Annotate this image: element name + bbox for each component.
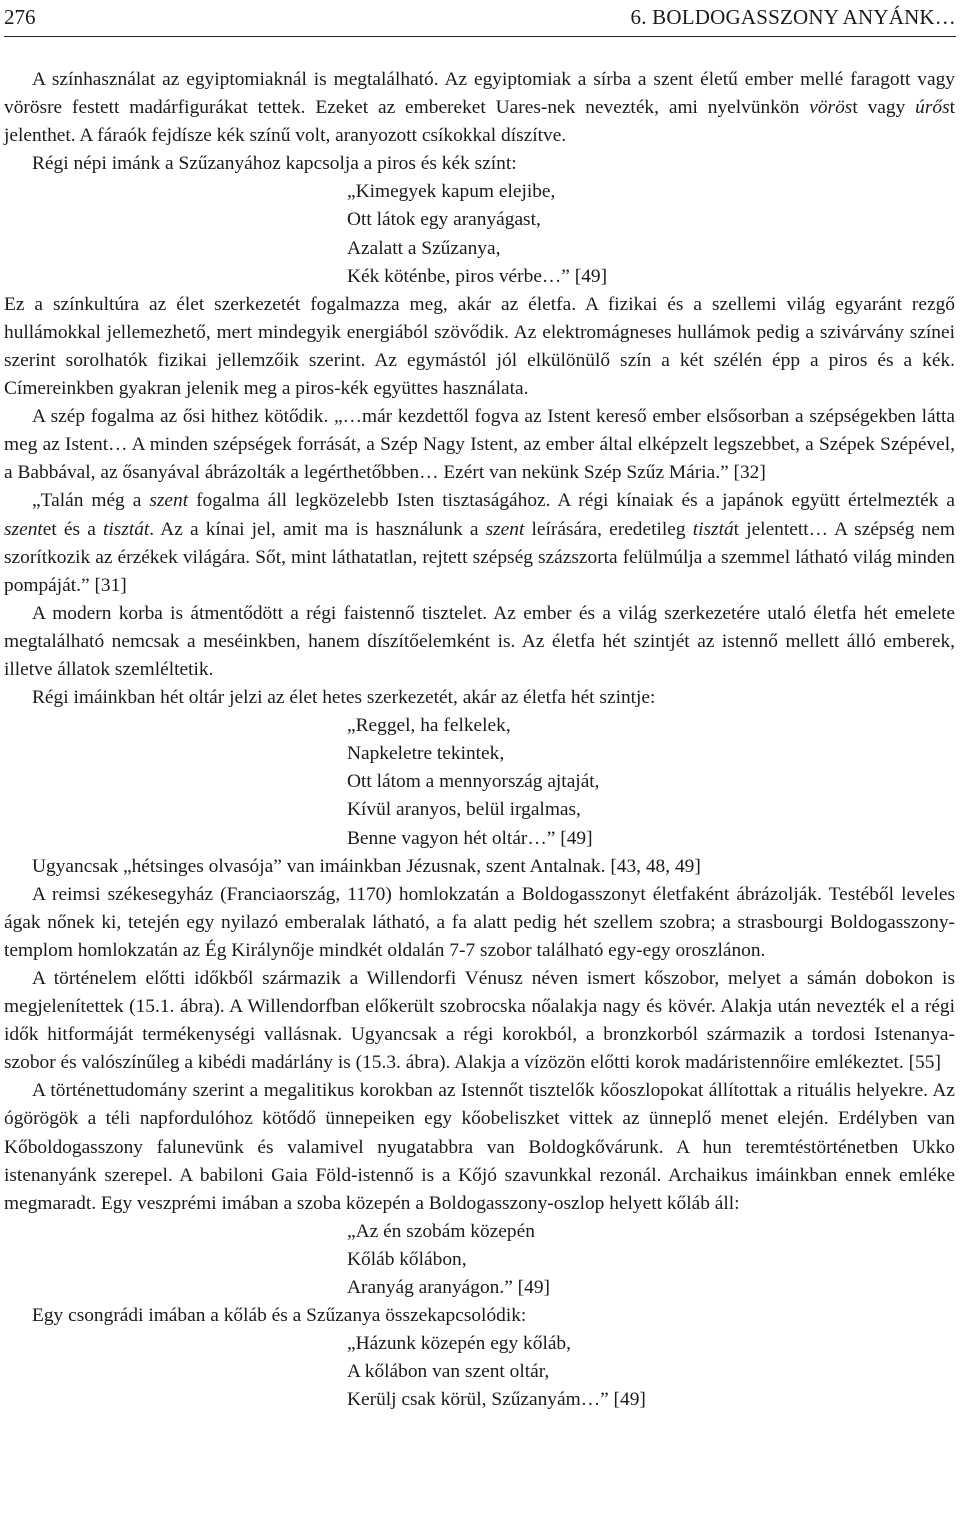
text-run: t vagy bbox=[852, 97, 916, 119]
paragraph-holy bbox=[4, 487, 955, 599]
paragraph-egyptian-colors bbox=[4, 66, 955, 150]
verse-line: Aranyág aranyágon.” [49] bbox=[347, 1277, 550, 1299]
text-run: t jelentett… A szépség nem szorítkozik az érzékek világára. Sőt, mint láthatatlan, rejtett szépség százszorta felülmúlja a szemmel látható világ minden pompáját.” [31] bbox=[4, 518, 955, 596]
verse-kimegyek bbox=[4, 178, 955, 290]
verse-line: „Az én szobám közepén bbox=[347, 1220, 535, 1242]
italic-term: tisztá bbox=[692, 518, 734, 540]
text-run: . Az a kínai jel, amit ma is használunk a bbox=[149, 518, 486, 540]
verse-line: „Házunk közepén egy kőláb, bbox=[347, 1333, 571, 1355]
paragraph-seven-altars-intro: Régi imáinkban hét oltár jelzi az élet hetes szerkezetét, akár az életfa hét szintje: bbox=[32, 687, 656, 709]
verse-line: Ott látok egy aranyágast, bbox=[347, 209, 541, 231]
verse-line: Azalatt a Szűzanya, bbox=[347, 237, 501, 259]
text-run: fogalma áll legközelebb Isten tisztaságához. A régi kínaiak és a japánok együtt értelmezték a bbox=[188, 490, 955, 512]
verse-line: A kőlábon van szent oltár, bbox=[347, 1361, 550, 1383]
text-run: t jelenthet. A fáraók fejdísze kék színű volt, aranyozott csíkokkal díszítve. bbox=[4, 97, 956, 147]
chapter-title: 6. BOLDOGASSZONY ANYÁNK… bbox=[630, 5, 956, 29]
paragraph-csongrad-intro: Egy csongrádi imában a kőláb és a Szűzanya összekapcsolódik: bbox=[32, 1305, 527, 1327]
paragraph-willendorf: A történelem előtti időkből származik a Willendorfi Vénusz néven ismert kőszobor, melyet a sámán dobokon is megjelenítettek (15.1. ábra). A Willendorfban előkerült szobrocska nőalakja nagy és kövér. Alakja után nevezték el a régi idők hitformáját termékenységi vallásnak. Ugyancsak a régi korokból, a bronzkorból származik a tordosi Istenanya-szobor és valószínűleg a kibédi madárlány is (15.3. ábra). Alakja a vízözön előtti korok madáristennőire emlékeztet. [55] bbox=[4, 968, 955, 1074]
italic-term: szent bbox=[4, 518, 43, 540]
italic-term: tisztát bbox=[102, 518, 150, 540]
paragraph-megalithic: A történettudomány szerint a megalitikus korokban az Istennőt tisztelők kőoszlopokat állítottak a rituális helyekre. Az ógörögök a téli napfordulóhoz kötődő ünnepeiken egy kőobeliszket vittek az ünneplő menet elején. Erdélyben van Kőboldogasszony falunevünk és valamivel nyugatabbra van Boldogkővárunk. A hun teremtéstörténetben Ukko istenanyánk szerepel. A babiloni Gaia Föld-istennő is a Kőjó szavunkkal rezonál. Archaikus imáinkban ennek emléke megmaradt. Egy veszprémi imában a szoba közepén a Boldogasszony-oszlop helyett kőláb áll: bbox=[4, 1080, 955, 1214]
text-run: „Talán még a bbox=[32, 490, 150, 512]
verse-hazunk bbox=[4, 1330, 955, 1414]
paragraph-reims: A reimsi székesegyház (Franciaország, 1170) homlokzatán a Boldogasszonyt életfaként ábrázolják. Testéből leveles ágak nőnek ki, tetején egy nyilazó emberalak látható, a fa alatt pedig hét szellem szobra; a strasbourgi Boldogasszony-templom homlokzatán az Ég Királynője mindkét oldalán 7-7 szobor található egy-egy oroszlánon. bbox=[4, 883, 955, 961]
paragraph-rosary: Ugyancsak „hétsinges olvasója” van imáinkban Jézusnak, szent Antalnak. [43, 48, 49] bbox=[32, 855, 701, 877]
verse-line: Kőláb kőlábon, bbox=[347, 1248, 467, 1270]
text-run: et és a bbox=[42, 518, 103, 540]
italic-term: vörös bbox=[809, 97, 853, 119]
text-run: leírására, eredetileg bbox=[524, 518, 693, 540]
verse-reggel bbox=[4, 712, 955, 852]
italic-term: szent bbox=[149, 490, 189, 512]
page-number: 276 bbox=[4, 5, 36, 29]
paragraph-tree-of-life: A modern korba is átmentődött a régi faistennő tisztelet. Az ember és a világ szerkezetére utaló életfa hét emelete megtalálható nemcsak a meséinkben, hanem díszítőelemként is. Az életfa hét szintjét az istennő mellett álló emberek, illetve állatok szemléltetik. bbox=[4, 602, 955, 680]
paragraph-color-culture: Ez a színkultúra az élet szerkezetét fogalmazza meg, akár az életfa. A fizikai és a szellemi világ egyaránt rezgő hullámokkal jellemezhető, mert mindegyik energiából szövődik. Az elektromágneses hullámok pedig a szivárvány színei szerint sorolhatók fizikai jellemzőik szerint. Az egymástól jól elkülönülő szín a két szélén épp a piros és a kék. Címereinkben gyakran jelenik meg a piros-kék együttes használata. bbox=[4, 293, 955, 400]
text-run: A színhasználat az egyiptomiaknál is megtalálható. Az egyiptomiak a sírba a szent életű ember mellé faragott vagy vörösre festett madárfigurákat tettek. Ezeket az embereket Uares-nek nevezték, ami nyelvünkön bbox=[4, 69, 955, 119]
verse-szobam bbox=[4, 1218, 955, 1302]
verse-line: Kék köténbe, piros vérbe…” [49] bbox=[347, 265, 608, 287]
verse-line: „Kimegyek kapum elejibe, bbox=[347, 181, 556, 203]
running-header bbox=[4, 0, 956, 37]
verse-line: Kívül aranyos, belül irgalmas, bbox=[347, 799, 581, 821]
paragraph-beauty: A szép fogalma az ősi hithez kötődik. „…már kezdettől fogva az Istent kereső ember elsősorban a szépségekben látta meg az Istent… A minden szépségek forrását, a Szép Nagy Istent, az ember által elképzelt legszebbet, a Szépek Szépével, a Babbával, az ősanyával ábrázolták a legérthetőbben… Ezért van nekünk Szép Szűz Mária.” [32] bbox=[4, 406, 955, 484]
page-body bbox=[4, 66, 955, 1415]
verse-line: Napkeletre tekintek, bbox=[347, 743, 505, 765]
paragraph-prayer-intro: Régi népi imánk a Szűzanyához kapcsolja a piros és kék színt: bbox=[32, 153, 517, 175]
verse-line: Benne vagyon hét oltár…” [49] bbox=[347, 827, 593, 849]
verse-line: „Reggel, ha felkelek, bbox=[347, 715, 511, 737]
italic-term: szent bbox=[485, 518, 525, 540]
verse-line: Kerülj csak körül, Szűzanyám…” [49] bbox=[347, 1389, 646, 1411]
verse-line: Ott látom a mennyország ajtaját, bbox=[347, 771, 600, 793]
italic-term: úrős bbox=[915, 97, 950, 119]
